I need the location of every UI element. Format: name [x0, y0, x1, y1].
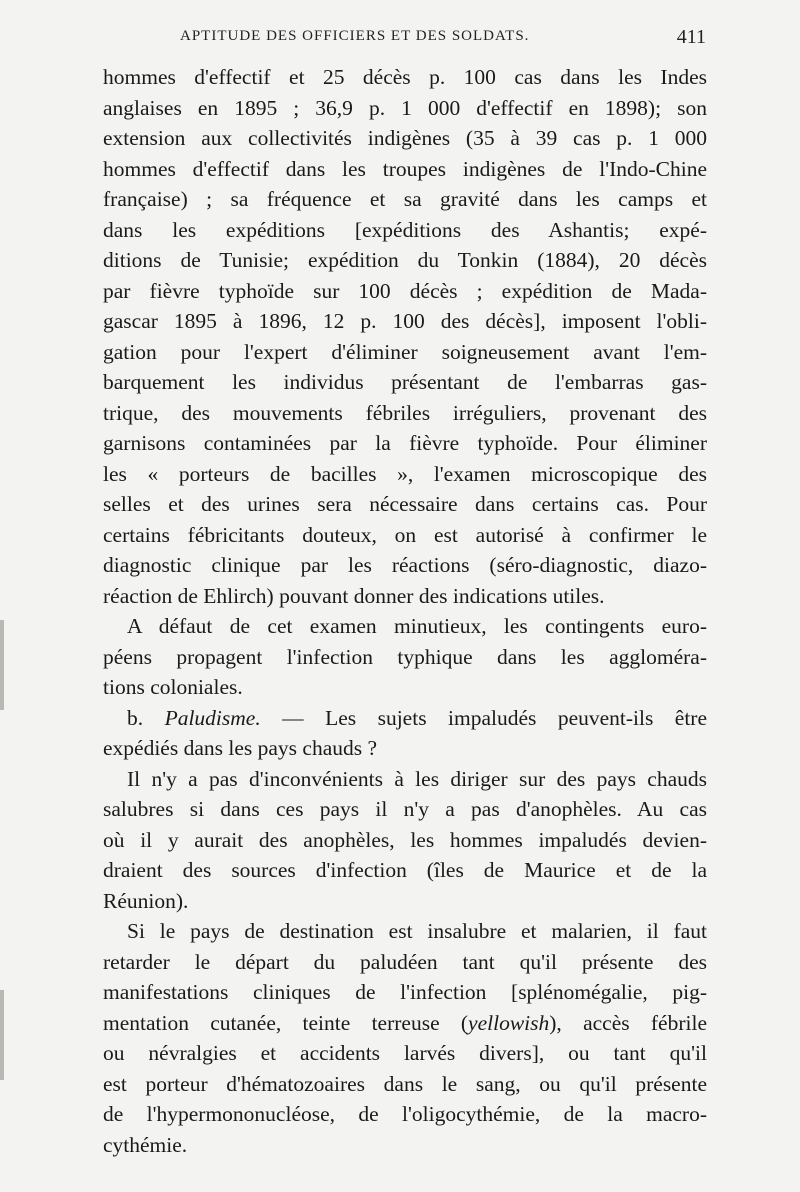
text-line: [103, 703, 707, 734]
text-line: est porteur d'hématozoaires dans le sang, ou qu'il présente: [103, 1071, 707, 1096]
italic-term: yellowish: [468, 1010, 550, 1035]
section-heading: Paludisme.: [164, 705, 261, 730]
text-line: garnisons contaminées par la fièvre typhoïde. Pour éliminer: [103, 431, 707, 455]
section-label: b.: [127, 705, 144, 730]
text-line: Réunion).: [103, 888, 189, 913]
text-line: gation pour l'expert d'éliminer soigneusement avant l'em-: [103, 339, 707, 364]
text-line: Il n'y a pas d'inconvénients à les diriger sur des pays chauds: [127, 766, 707, 791]
text-line: gascar 1895 à 1896, 12 p. 100 des décès], imposent l'obli-: [103, 309, 707, 333]
text-line: Si le pays de destination est insalubre et malarien, il faut: [127, 919, 707, 943]
text-line: barquement les individus présentant de l'embarras gas-: [103, 370, 707, 394]
text-line: extension aux collectivités indigènes (35 à 39 cas p. 1 000: [103, 126, 707, 150]
text-line: expédiés dans les pays chauds ?: [103, 736, 378, 760]
text-line: salubres si dans ces pays il n'y a pas d'anophèles. Au cas: [103, 797, 707, 821]
paragraph-paludisme: [103, 703, 707, 764]
page-number: 411: [676, 26, 706, 48]
text-fragment: mentation cutanée, teinte terreuse (: [103, 1010, 469, 1035]
body-text: [103, 62, 707, 1160]
text-line: où il y aurait des anophèles, les hommes impaludés devien-: [103, 827, 707, 852]
text-line: française) ; sa fréquence et sa gravité dans les camps et: [103, 187, 707, 211]
text-line: péens propagent l'infection typhique dans les aggloméra-: [103, 644, 707, 669]
running-title: APTITUDE DES OFFICIERS ET DES SOLDATS.: [180, 28, 530, 44]
text-fragment: — Les sujets impaludés peuvent-ils être: [260, 705, 708, 730]
text-line: réaction de Ehlirch) pouvant donner des indications utiles.: [103, 583, 605, 608]
paragraph-typhoid: [103, 62, 707, 611]
text-line: tions coloniales.: [103, 675, 243, 699]
text-fragment: ), accès fébrile: [549, 1010, 707, 1035]
text-line: dans les expéditions [expéditions des Ashantis; expé-: [103, 217, 707, 242]
text-line: selles et des urines sera nécessaire dans certains cas. Pour: [103, 492, 707, 516]
text-line: trique, des mouvements fébriles irréguliers, provenant des: [103, 400, 707, 425]
text-line: anglaises en 1895 ; 36,9 p. 1 000 d'effectif en 1898); son: [103, 95, 707, 120]
text-line: les « porteurs de bacilles », l'examen microscopique des: [103, 461, 707, 486]
text-line: de l'hypermononucléose, de l'oligocythémie, de la macro-: [103, 1102, 707, 1126]
text-line: certains fébricitants douteux, on est autorisé à confirmer le: [103, 522, 707, 547]
text-line: diagnostic clinique par les réactions (séro-diagnostic, diazo-: [103, 553, 707, 577]
text-line: A défaut de cet examen minutieux, les contingents euro-: [127, 614, 707, 638]
page-edge-mark: [0, 620, 4, 710]
text-line: draient des sources d'infection (îles de Maurice et de la: [103, 858, 707, 882]
paragraph-departure: [103, 916, 707, 1160]
text-line: hommes d'effectif et 25 décès p. 100 cas dans les Indes: [103, 65, 707, 89]
text-line: ou névralgies et accidents larvés divers], ou tant qu'il: [103, 1041, 707, 1065]
text-line: ditions de Tunisie; expédition du Tonkin (1884), 20 décès: [103, 248, 707, 272]
text-line: cythémie.: [103, 1132, 188, 1157]
text-line: [103, 1008, 707, 1039]
paragraph-anopheles: [103, 764, 707, 917]
page-edge-mark: [0, 990, 4, 1080]
text-line: retarder le départ du paludéen tant qu'il présente des: [103, 949, 707, 974]
text-line: hommes d'effectif dans les troupes indigènes de l'Indo-Chine: [103, 156, 707, 181]
paragraph-european-contingents: [103, 611, 707, 703]
text-line: manifestations cliniques de l'infection [splénomégalie, pig-: [103, 980, 707, 1004]
text-line: par fièvre typhoïde sur 100 décès ; expédition de Mada-: [103, 278, 707, 303]
